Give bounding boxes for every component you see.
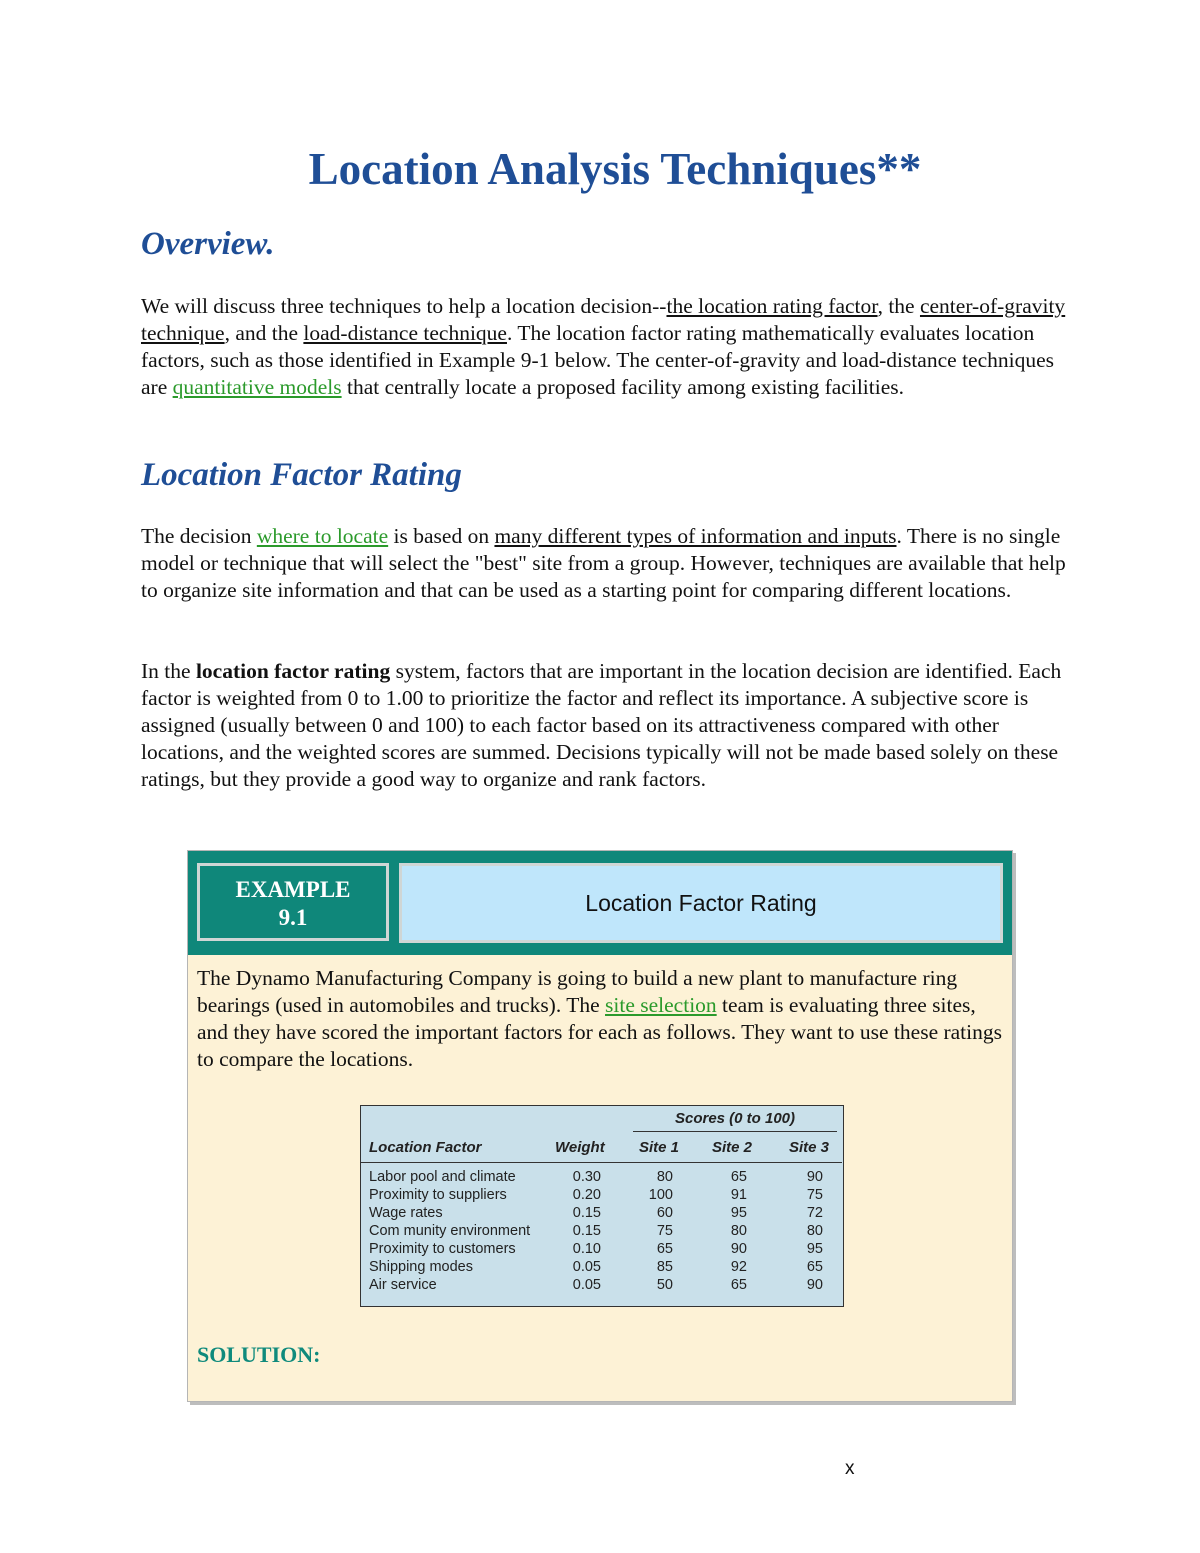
table-row [361, 1187, 842, 1205]
many-types-info-link[interactable]: many different types of information and inputs [494, 524, 897, 548]
cell-site1: 100 [648, 1187, 673, 1203]
site-selection-link[interactable]: site selection [605, 993, 717, 1017]
cell-factor: Labor pool and climate [369, 1169, 516, 1185]
example-title: Location Factor Rating [399, 863, 1003, 943]
cell-site2: 65 [730, 1277, 747, 1293]
location-factor-rating-heading: Location Factor Rating [141, 457, 462, 493]
cell-site2: 80 [730, 1223, 747, 1239]
lfr-text: . There is no single model or technique that will select the "best" site from a group. However, techniques are available that help to organize site information and that can be used as a starting point for comparing different locations. [141, 524, 1066, 602]
lfr-bold-term: location factor rating [195, 659, 391, 683]
overview-text: We will discuss three techniques to help a location decision-- [141, 294, 667, 318]
cell-site1: 50 [656, 1277, 673, 1293]
col-header-weight: Weight [555, 1139, 605, 1156]
overview-paragraph [141, 293, 1071, 401]
table-row [361, 1277, 842, 1295]
cell-weight: 0.05 [572, 1259, 601, 1275]
cell-site1: 80 [656, 1169, 673, 1185]
cell-weight: 0.05 [572, 1277, 601, 1293]
header-rule [361, 1162, 842, 1163]
col-header-site2: Site 2 [712, 1139, 753, 1156]
cell-site3: 75 [806, 1187, 823, 1203]
cell-site1: 85 [656, 1259, 673, 1275]
col-header-site3: Site 3 [789, 1139, 830, 1156]
cell-weight: 0.20 [572, 1187, 601, 1203]
cell-site2: 91 [730, 1187, 747, 1203]
center-of-gravity-link[interactable]: center-of-gravity technique [141, 294, 1066, 345]
cell-site2: 65 [730, 1169, 747, 1185]
example-description [197, 965, 1007, 1073]
cell-site1: 60 [656, 1205, 673, 1221]
cell-weight: 0.30 [572, 1169, 601, 1185]
cell-site1: 75 [656, 1223, 673, 1239]
example-header [188, 851, 1012, 955]
table-row [361, 1205, 842, 1223]
table-row [361, 1223, 842, 1241]
cell-factor: Proximity to customers [369, 1241, 516, 1257]
lfr-paragraph-1 [141, 523, 1071, 604]
cell-factor: Air service [369, 1277, 437, 1293]
cell-site3: 90 [806, 1169, 823, 1185]
example-text: team is evaluating three sites, and they have scored the important factors for each as follows. They want to use these ratings to compare the locations. [197, 993, 1003, 1071]
lfr-text: In the [141, 659, 196, 683]
example-label-line1: EXAMPLE [235, 877, 351, 902]
cell-factor: Shipping modes [369, 1259, 473, 1275]
where-to-locate-link[interactable]: where to locate [256, 524, 389, 548]
cell-factor: Proximity to suppliers [369, 1187, 507, 1203]
lfr-text: is based on [388, 524, 495, 548]
quantitative-models-link[interactable]: quantitative models [172, 375, 342, 399]
overview-text: that centrally locate a proposed facility among existing facilities. [341, 375, 905, 399]
lfr-text: system, factors that are important in the location decision are identified. Each factor is weighted from 0 to 1.00 to prioritize the factor and reflect its importance. A subjective score is assigned (usually between 0 and 100) to each factor based on its attractiveness compared with other locations, and the weighted scores are summed. Decisions typically will not be made based solely on these ratings, but they provide a good way to organize and rank factors. [141, 659, 1062, 791]
cell-site3: 90 [806, 1277, 823, 1293]
solution-label: SOLUTION: [197, 1342, 321, 1367]
cell-factor: Wage rates [369, 1205, 443, 1221]
page-mark: x [845, 1458, 855, 1479]
load-distance-link[interactable]: load-distance technique [303, 321, 507, 345]
cell-site3: 72 [806, 1205, 823, 1221]
example-label [197, 863, 389, 941]
cell-site3: 65 [806, 1259, 823, 1275]
table-row [361, 1259, 842, 1277]
cell-site1: 65 [656, 1241, 673, 1257]
location-factor-table [360, 1105, 844, 1307]
col-header-factor: Location Factor [369, 1139, 482, 1156]
location-rating-factor-link[interactable]: the location rating factor [666, 294, 878, 318]
table-row [361, 1169, 842, 1187]
cell-weight: 0.15 [572, 1223, 601, 1239]
lfr-text: The decision [141, 524, 257, 548]
overview-text: , and the [224, 321, 304, 345]
cell-site3: 80 [806, 1223, 823, 1239]
example-text: The Dynamo Manufacturing Company is going to build a new plant to manufacture ring bearings (used in automobiles and trucks). The [197, 966, 958, 1017]
cell-weight: 0.15 [572, 1205, 601, 1221]
lfr-paragraph-2 [141, 658, 1071, 793]
page-title: Location Analysis Techniques** [308, 144, 922, 194]
overview-text: , the [877, 294, 920, 318]
overview-heading: Overview. [141, 226, 275, 262]
scores-rule [633, 1131, 837, 1132]
cell-site2: 95 [730, 1205, 747, 1221]
table-row [361, 1241, 842, 1259]
col-header-site1: Site 1 [639, 1139, 680, 1156]
cell-site2: 90 [730, 1241, 747, 1257]
cell-site3: 95 [806, 1241, 823, 1257]
cell-factor: Com munity environment [369, 1223, 531, 1239]
overview-text: . The location factor rating mathematically evaluates location factors, such as those identified in Example 9-1 below. The center-of-gravity and load-distance techniques are [141, 321, 1055, 399]
scores-header: Scores (0 to 100) [674, 1110, 796, 1127]
example-box [187, 850, 1013, 1402]
cell-weight: 0.10 [572, 1241, 601, 1257]
example-label-line2: 9.1 [278, 905, 308, 930]
cell-site2: 92 [730, 1259, 747, 1275]
